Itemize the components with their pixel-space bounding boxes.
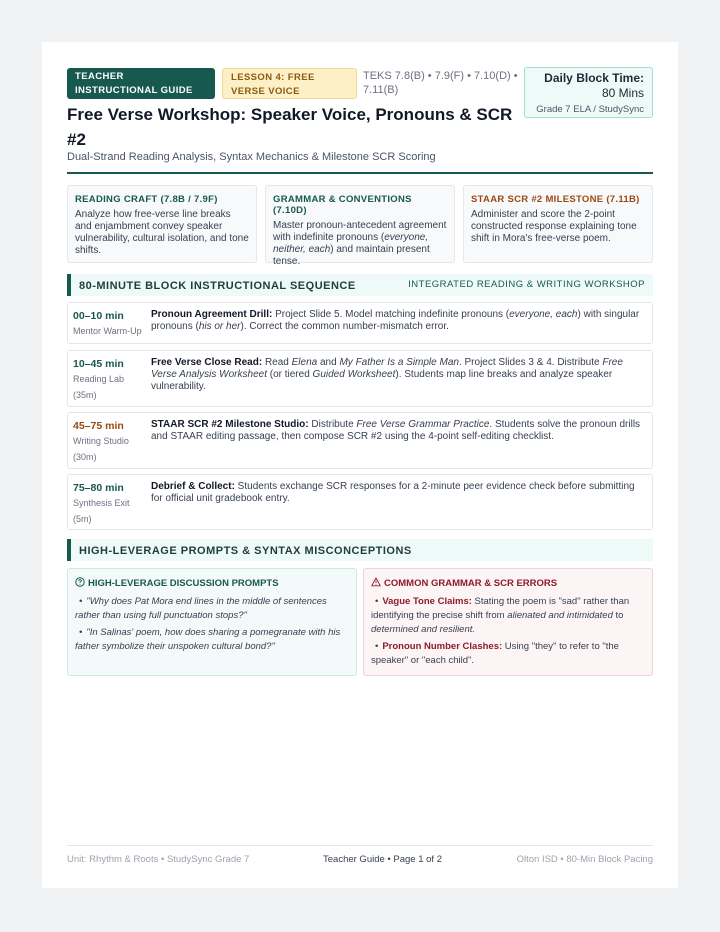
row-time: 75–80 min xyxy=(73,482,124,494)
card-body: Master pronoun-antecedent agreement with indefinite pronouns (everyone, neither, each) and maintain present tense. xyxy=(273,220,447,267)
list-item: • "In Salinas' poem, how does sharing a pomegranate with his father symbolize their unspoken cultural bond?" xyxy=(75,627,341,652)
block-time xyxy=(533,71,644,101)
section-tag: INTEGRATED READING & WRITING WORKSHOP xyxy=(408,279,645,290)
row-time-block xyxy=(73,482,148,527)
row-phase: Reading Lab (35m) xyxy=(73,374,125,400)
block-time-label: Daily Block Time: xyxy=(544,71,644,85)
row-description: STAAR SCR #2 Milestone Studio: Distribute Free Verse Grammar Practice. Students solve the pronoun drills and STAAR editing passage, then compose SCR #2 using the 4-point self-editing checklist. xyxy=(151,419,641,442)
panel-heading: COMMON GRAMMAR & SCR ERRORS xyxy=(371,577,645,589)
lesson-badge: LESSON 4: FREE VERSE VOICE xyxy=(222,68,357,99)
card-heading: READING CRAFT (7.8B / 7.9F) xyxy=(75,194,218,205)
footer-page-number: Teacher Guide • Page 1 of 2 xyxy=(323,854,442,865)
row-description: Pronoun Agreement Drill: Project Slide 5. Model matching indefinite pronouns (everyone, each) with singular pronouns (his or her). Correct the common number-mismatch error. xyxy=(151,309,640,332)
row-time: 45–75 min xyxy=(73,420,124,432)
section-title: HIGH-LEVERAGE PROMPTS & SYNTAX MISCONCEPTIONS xyxy=(79,545,412,557)
prompts-section-header xyxy=(67,539,653,561)
row-phase: Writing Studio (30m) xyxy=(73,436,129,462)
row-time: 00–10 min xyxy=(73,310,124,322)
row-time: 10–45 min xyxy=(73,358,124,370)
list-item: • "Why does Pat Mora end lines in the middle of sentences rather than using full punctuation stops?" xyxy=(75,596,327,621)
card-heading: STAAR SCR #2 MILESTONE (7.11B) xyxy=(471,194,640,205)
page-content xyxy=(67,68,653,865)
schedule-row xyxy=(67,350,653,407)
title-divider xyxy=(67,172,653,174)
question-circle-icon xyxy=(75,577,85,587)
footer-district: Olton ISD • 80-Min Block Pacing xyxy=(516,854,653,865)
row-phase: Synthesis Exit (5m) xyxy=(73,498,130,524)
list-item: • Vague Tone Claims: Stating the poem is "sad" rather than identifying the precise shift from alienated and intimidated to determined and resilient. xyxy=(371,596,630,635)
grade-label: Grade 7 ELA / StudySync xyxy=(536,104,644,115)
teks-standards: TEKS 7.8(B) • 7.9(F) • 7.10(D) • 7.11(B) xyxy=(363,70,518,96)
panel-heading: HIGH-LEVERAGE DISCUSSION PROMPTS xyxy=(75,577,349,589)
page-footer xyxy=(67,845,653,865)
page-title: Free Verse Workshop: Speaker Voice, Pronouns & SCR #2 xyxy=(67,105,513,149)
section-title: 80-MINUTE BLOCK INSTRUCTIONAL SEQUENCE xyxy=(79,280,356,292)
row-time-block xyxy=(73,358,148,403)
row-description: Free Verse Close Read: Read Elena and My Father Is a Simple Man. Project Slides 3 & 4. Distribute Free Verse Analysis Worksheet (or tiered Guided Worksheet). Students map line breaks and analyze speaker vulnerability. xyxy=(151,357,623,392)
discussion-prompts-panel xyxy=(67,568,357,676)
page-subtitle: Dual-Strand Reading Analysis, Syntax Mechanics & Milestone SCR Scoring xyxy=(67,151,436,163)
grammar-errors-panel xyxy=(363,568,653,676)
row-description: Debrief & Collect: Students exchange SCR responses for a 2-minute peer evidence check before submitting for official unit gradebook entry. xyxy=(151,481,635,504)
warning-triangle-icon xyxy=(371,577,381,587)
document-page xyxy=(42,42,678,888)
schedule-row xyxy=(67,302,653,344)
card-body: Administer and score the 2-point constructed response explaining tone shift in Mora's free-verse poem. xyxy=(471,209,637,244)
schedule-row xyxy=(67,412,653,469)
grammar-card xyxy=(265,185,455,267)
block-time-value: 80 Mins xyxy=(601,86,644,100)
guide-badge: TEACHER INSTRUCTIONAL GUIDE xyxy=(67,68,215,99)
row-time-block xyxy=(73,420,148,465)
footer-unit: Unit: Rhythm & Roots • StudySync Grade 7 xyxy=(67,854,250,865)
row-time-block xyxy=(73,310,148,339)
reading-craft-card xyxy=(67,185,257,263)
sequence-section-header xyxy=(67,274,653,296)
block-time-box xyxy=(524,67,653,118)
staar-card xyxy=(463,185,653,263)
list-item: • Pronoun Number Clashes: Using "they" to refer to "the speaker" or "each child". xyxy=(371,641,619,666)
card-body: Analyze how free-verse line breaks and enjambment convey speaker vulnerability, cultural isolation, and tone shifts. xyxy=(75,209,249,256)
card-heading: GRAMMAR & CONVENTIONS (7.10D) xyxy=(273,194,412,216)
schedule-row xyxy=(67,474,653,530)
row-phase: Mentor Warm-Up xyxy=(73,326,142,336)
header-row xyxy=(67,68,653,115)
